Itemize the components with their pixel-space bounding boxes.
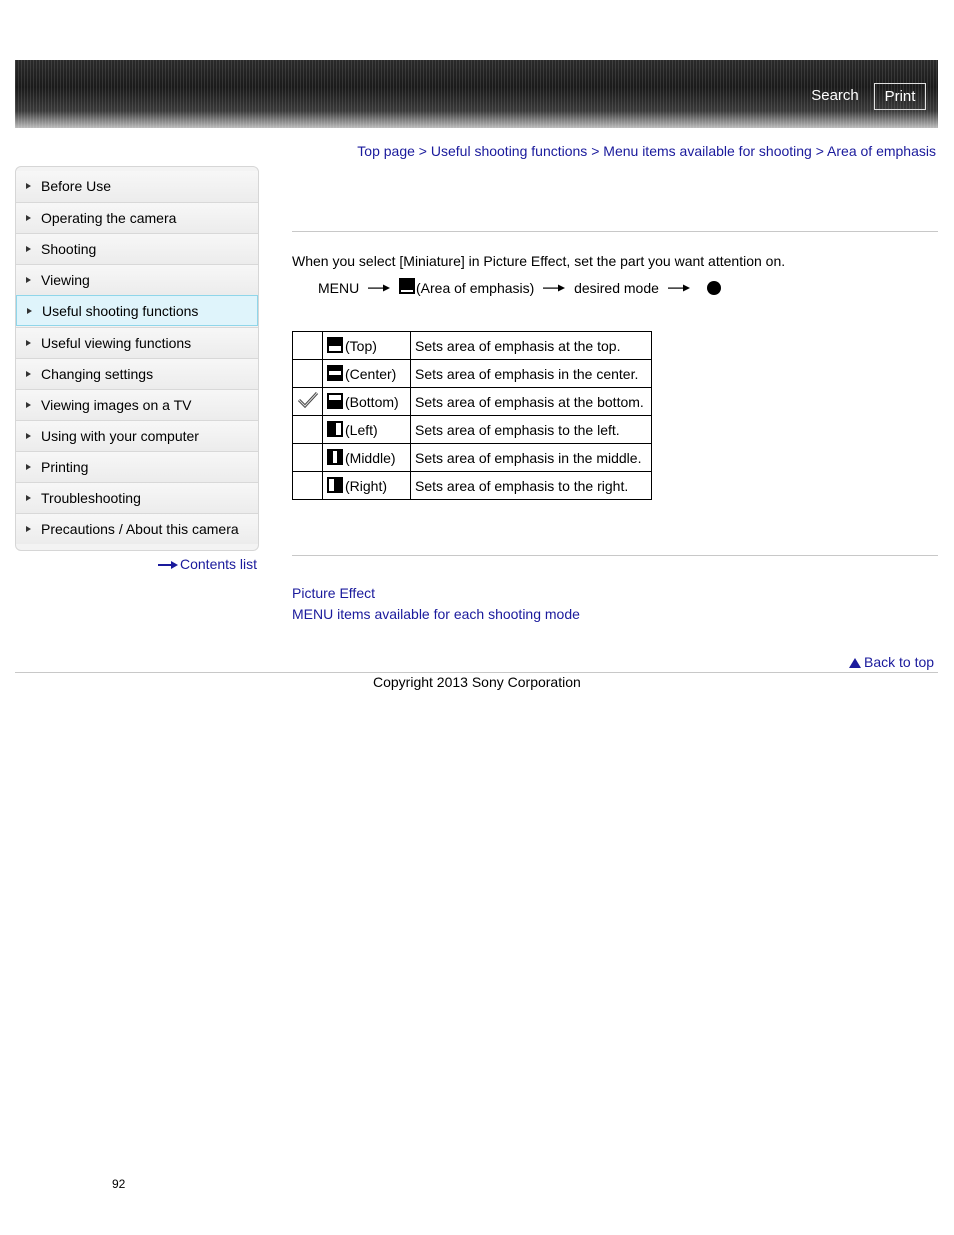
caret-right-icon bbox=[26, 340, 31, 346]
mode-description: Sets area of emphasis at the top. bbox=[411, 332, 652, 360]
mode-description: Sets area of emphasis at the bottom. bbox=[411, 388, 652, 416]
breadcrumb-menu-items[interactable]: Menu items available for shooting bbox=[603, 143, 812, 159]
copyright: Copyright 2013 Sony Corporation bbox=[373, 674, 581, 690]
arrow-right-icon bbox=[668, 283, 690, 293]
check-cell bbox=[293, 332, 323, 360]
area-right-icon bbox=[327, 477, 343, 493]
caret-right-icon bbox=[26, 371, 31, 377]
table-row bbox=[293, 472, 652, 500]
mode-label: (Middle) bbox=[345, 450, 396, 466]
mode-description: Sets area of emphasis in the middle. bbox=[411, 444, 652, 472]
caret-right-icon bbox=[27, 308, 32, 314]
arrow-right-icon bbox=[543, 283, 565, 293]
print-button[interactable]: Print bbox=[874, 83, 926, 110]
mode-label: (Left) bbox=[345, 422, 378, 438]
table-row bbox=[293, 360, 652, 388]
checkmark-icon bbox=[297, 391, 319, 409]
mode-label: (Center) bbox=[345, 366, 397, 382]
sidebar-item-operating-the-camera[interactable]: Operating the camera bbox=[16, 202, 258, 233]
mode-description: Sets area of emphasis in the center. bbox=[411, 360, 652, 388]
sidebar-item-useful-viewing-functions[interactable]: Useful viewing functions bbox=[16, 327, 258, 358]
arrow-up-icon bbox=[849, 658, 861, 668]
check-cell bbox=[293, 444, 323, 472]
breadcrumb-separator: > bbox=[418, 143, 427, 159]
intro-text: When you select [Miniature] in Picture Effect, set the part you want attention on. bbox=[292, 253, 786, 269]
check-cell bbox=[293, 416, 323, 444]
caret-right-icon bbox=[26, 246, 31, 252]
arrow-right-icon bbox=[158, 561, 178, 569]
menu-path-menu: MENU bbox=[318, 280, 360, 297]
divider bbox=[292, 555, 938, 556]
caret-right-icon bbox=[26, 495, 31, 501]
mode-label: (Top) bbox=[345, 338, 377, 354]
table-row bbox=[293, 444, 652, 472]
center-button-icon bbox=[707, 281, 721, 295]
related-link-picture-effect[interactable]: Picture Effect bbox=[292, 585, 376, 601]
sidebar-item-changing-settings[interactable]: Changing settings bbox=[16, 358, 258, 389]
table-row bbox=[293, 332, 652, 360]
page-number: 92 bbox=[112, 1177, 126, 1191]
breadcrumb bbox=[200, 143, 936, 159]
mode-label: (Right) bbox=[345, 478, 388, 494]
mode-table bbox=[292, 331, 652, 500]
caret-right-icon bbox=[26, 464, 31, 470]
contents-list-link[interactable]: Contents list bbox=[158, 556, 257, 572]
mode-description: Sets area of emphasis to the left. bbox=[411, 416, 652, 444]
related-link-menu-items[interactable]: MENU items available for each shooting mode bbox=[292, 606, 580, 622]
footer-divider bbox=[15, 672, 938, 673]
caret-right-icon bbox=[26, 526, 31, 532]
table-row bbox=[293, 416, 652, 444]
sidebar-item-troubleshooting[interactable]: Troubleshooting bbox=[16, 482, 258, 513]
caret-right-icon bbox=[26, 433, 31, 439]
breadcrumb-separator: > bbox=[815, 143, 824, 159]
table-row bbox=[293, 388, 652, 416]
arrow-right-icon bbox=[368, 283, 390, 293]
caret-right-icon bbox=[26, 277, 31, 283]
sidebar-item-shooting[interactable]: Shooting bbox=[16, 233, 258, 264]
area-left-icon bbox=[327, 421, 343, 437]
sidebar-item-before-use[interactable]: Before Use bbox=[16, 171, 258, 202]
breadcrumb-useful-shooting-functions[interactable]: Useful shooting functions bbox=[430, 143, 588, 159]
area-of-emphasis-icon bbox=[399, 278, 415, 294]
breadcrumb-separator: > bbox=[591, 143, 600, 159]
check-cell bbox=[293, 388, 323, 416]
back-to-top-link[interactable]: Back to top bbox=[849, 654, 934, 670]
area-middle-icon bbox=[327, 449, 343, 465]
search-button[interactable]: Search bbox=[811, 87, 859, 104]
menu-path bbox=[318, 278, 721, 300]
sidebar-item-viewing-images-on-tv[interactable]: Viewing images on a TV bbox=[16, 389, 258, 420]
breadcrumb-top-page[interactable]: Top page bbox=[357, 143, 415, 159]
check-cell bbox=[293, 472, 323, 500]
area-top-icon bbox=[327, 337, 343, 353]
breadcrumb-area-of-emphasis[interactable]: Area of emphasis bbox=[827, 143, 936, 159]
caret-right-icon bbox=[26, 183, 31, 189]
check-cell bbox=[293, 360, 323, 388]
mode-description: Sets area of emphasis to the right. bbox=[411, 472, 652, 500]
menu-path-desired-mode: desired mode bbox=[574, 280, 659, 297]
divider bbox=[292, 231, 938, 232]
sidebar-item-printing[interactable]: Printing bbox=[16, 451, 258, 482]
sidebar-item-viewing[interactable]: Viewing bbox=[16, 264, 258, 295]
sidebar-item-using-with-computer[interactable]: Using with your computer bbox=[16, 420, 258, 451]
caret-right-icon bbox=[26, 402, 31, 408]
sidebar-item-useful-shooting-functions[interactable]: Useful shooting functions bbox=[16, 295, 258, 326]
caret-right-icon bbox=[26, 215, 31, 221]
area-bottom-icon bbox=[327, 393, 343, 409]
mode-label: (Bottom) bbox=[345, 394, 399, 410]
sidebar-nav bbox=[15, 166, 259, 551]
menu-path-area: (Area of emphasis) bbox=[416, 280, 535, 297]
sidebar-item-precautions[interactable]: Precautions / About this camera bbox=[16, 513, 258, 544]
header-bar bbox=[15, 60, 938, 128]
area-center-icon bbox=[327, 365, 343, 381]
